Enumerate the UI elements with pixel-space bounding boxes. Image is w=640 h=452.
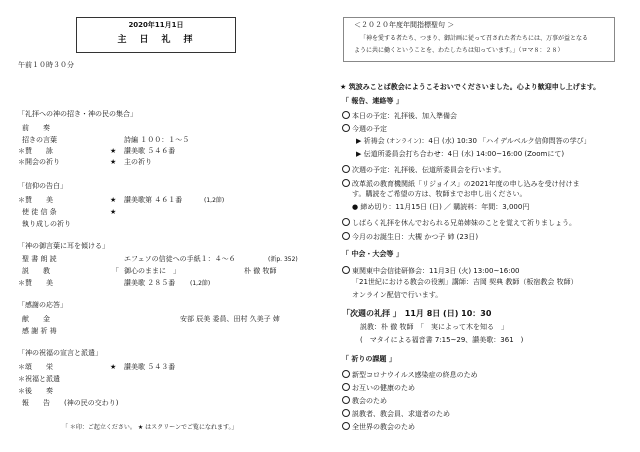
section-header: 「 報告、連絡等 」 (342, 97, 403, 105)
report-text: ● 締め切り：11月15日 (日) ／ 購読料：年間：3,000円 (352, 203, 530, 211)
report-item: 今月のお誕生日：大槻 かつ子 姉 (23日) (342, 232, 478, 241)
report-item: 本日の予定：礼拝後、加入準備会 (342, 111, 457, 120)
bullet-circle-icon (342, 409, 350, 417)
bullet-circle-icon (342, 370, 350, 378)
preacher: 朴 徹 牧師 (244, 267, 277, 275)
report-item: 次週の予定：礼拝後、伝道所委員会を行います。 (342, 165, 505, 174)
next-scripture: ( マタイによる福音書 7:15~29、讃美歌：361 ) (360, 336, 524, 344)
bullet-circle-icon (342, 179, 350, 187)
report-text: 「21世紀における教会の役割」講師：吉岡 契典 教師（板宿教会 牧師） (352, 278, 578, 286)
prayer-item: 新型コロナウイルス感染症の終息のため (342, 370, 478, 379)
section-header: 「神の御言葉に耳を傾ける」 (18, 242, 109, 250)
report-item: 今週の予定 (342, 124, 387, 133)
screen-star-icon: ★ (110, 158, 117, 166)
annual-verse-box (343, 17, 615, 62)
prayer-item: 教会のため (342, 396, 387, 405)
bullet-circle-icon (342, 422, 350, 430)
section-header: 「礼拝への神の招き・神の民の集合」 (18, 110, 137, 118)
screen-star-icon: ★ (110, 208, 117, 216)
report-subitem: ▶ 祈祷会 (オンライン)：4日 (水) 10:30 「ハイデルベルク信仰問答の学び」 (356, 137, 591, 145)
prayer-item: お互いの健康のため (342, 383, 415, 392)
verse-title: ＜２０２０年度年間指標聖句 ＞ (354, 21, 455, 29)
verse-line: ように共に働くということを、わたしたちは知っています。」（ロマ８：２８） (354, 47, 564, 54)
section-header: 「神の祝福の宣言と派遣」 (18, 349, 102, 357)
verse-line: 「神を愛する者たち、つまり、御計画に従って召された者たちには、万事が益となる (360, 35, 589, 42)
report-subitem: ▶ 伝道所委員会打ち合わせ：4日 (水) 14:00~16:00 (Zoomにて) (356, 150, 565, 158)
bullet-circle-icon (342, 266, 350, 274)
footnote: 「 ＊印：ご起立ください。 ★ はスクリーンでご覧になれます。」 (62, 424, 238, 431)
prayer-item: 説教者、教会員、求道者のため (342, 409, 450, 418)
bullet-circle-icon (342, 396, 350, 404)
screen-star-icon: ★ (110, 363, 117, 371)
bullet-circle-icon (342, 218, 350, 226)
report-text: す。購読をご希望の方は、牧師までお申し出ください。 (352, 190, 527, 198)
title-box (76, 17, 236, 53)
next-sermon: 説教：朴 徹 牧師 「 実によって木を知る 」 (360, 323, 508, 331)
bullet-circle-icon (342, 111, 350, 119)
section-header: 「信仰の告白」 (18, 182, 67, 190)
section-header: 「感謝の応答」 (18, 301, 67, 309)
bullet-circle-icon (342, 165, 350, 173)
welcome-message: ★ 筑波みことば教会にようこそおいでくださいました。心より歓迎申し上げます。 (340, 83, 601, 91)
sermon-title: 御心のままに 」 (124, 267, 180, 275)
screen-star-icon: ★ (110, 147, 117, 155)
next-service-header: 「次週の礼拝 」 11月 8日 (日) 10：30 (342, 309, 492, 318)
page-title: 主 日 礼 拝 (117, 35, 195, 45)
screen-star-icon: ★ (110, 196, 117, 204)
bullet-circle-icon (342, 383, 350, 391)
report-text: オンライン配信で行います。 (352, 291, 443, 299)
section-header: 「 祈りの課題 」 (342, 355, 396, 363)
prayer-item: 全世界の教会のため (342, 422, 415, 431)
report-item: 改革派の教育機関紙「リジョイス」の2021年度の申し込みを受け付けま (342, 179, 580, 188)
bullet-circle-icon (342, 124, 350, 132)
report-item: 東関東中会信徒研修会：11月3日 (火) 13:00~16:00 (342, 266, 519, 275)
service-date: 2020年11月1日 (128, 21, 184, 29)
bullet-circle-icon (342, 232, 350, 240)
section-header: 「 中会・大会等 」 (342, 250, 403, 258)
report-item: しばらく礼拝を休んでおられる兄弟姉妹のことを覚えて祈りましょう。 (342, 218, 576, 227)
service-time: 午前１０時３０分 (18, 61, 74, 69)
